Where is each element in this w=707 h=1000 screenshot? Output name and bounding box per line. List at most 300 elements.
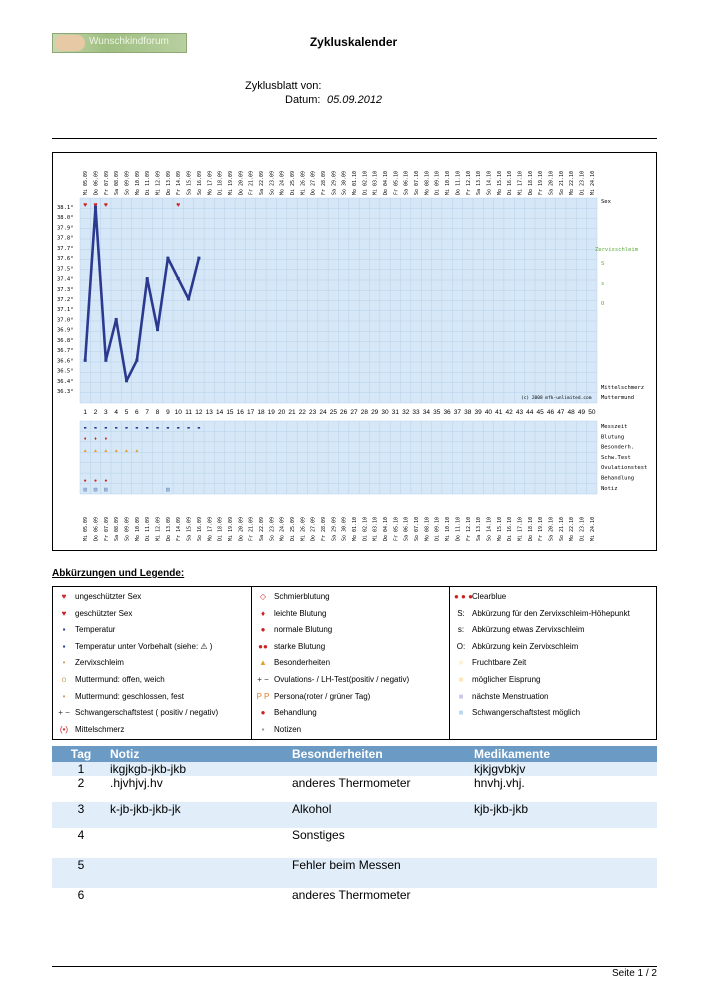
date-label-bottom: So 16.09 — [196, 516, 203, 541]
table-cell-besonderheiten: Fehler beim Messen — [292, 858, 401, 872]
table-row — [52, 776, 657, 802]
temp-tick-label: 36.4° — [57, 378, 74, 385]
measure-time-mark — [136, 427, 138, 429]
cycle-chart-svg — [53, 153, 656, 550]
measure-time-mark — [84, 427, 86, 429]
legend-box — [52, 586, 657, 740]
legend-item — [252, 592, 330, 601]
mittelschmerz-label: Mittelschmerz — [601, 385, 645, 391]
s-some-icon: s: — [457, 625, 465, 635]
lower-row-label: Notiz — [601, 485, 618, 492]
date-label-bottom: So 07.10 — [414, 516, 421, 541]
date-label-top: Mo 10.09 — [134, 170, 141, 195]
legend-item-label: Schwangerschaftstest ( positiv / negativ) — [75, 708, 219, 718]
date-label-bottom: Di 25.09 — [289, 516, 296, 541]
cervix-level-label: S — [601, 261, 605, 267]
special-mark: ▲ — [93, 448, 98, 454]
day-number: 27 — [350, 409, 358, 416]
note-mark — [166, 488, 169, 491]
date-label-top: Fr 28.09 — [320, 170, 327, 195]
ovulation-test-icon: + − — [257, 675, 269, 684]
date-label-top: Do 06.09 — [93, 170, 100, 195]
legend-item — [53, 692, 184, 701]
measure-time-mark — [94, 427, 96, 429]
temp-tick-label: 37.5° — [57, 266, 74, 273]
date-label-bottom: Di 23.10 — [579, 516, 586, 541]
date-label-bottom: Mi 17.10 — [517, 516, 524, 541]
table-cell-medikamente: hnvhj.vhj. — [474, 776, 525, 790]
day-number: 48 — [567, 409, 575, 416]
legend-item — [450, 609, 630, 618]
day-number: 32 — [402, 409, 410, 416]
day-number: 5 — [124, 409, 129, 416]
date-label-bottom: So 23.09 — [269, 516, 276, 541]
legend-item — [450, 692, 549, 701]
heavy-bleeding-icon: ●● — [258, 641, 268, 651]
day-number: 44 — [526, 409, 534, 416]
cervix-label: Zervixschleim — [595, 247, 639, 253]
legend-item — [53, 708, 218, 717]
temp-tick-label: 37.4° — [57, 276, 74, 283]
date-label-bottom: Mi 10.10 — [445, 516, 452, 541]
day-number: 50 — [588, 409, 596, 416]
date-label-bottom: Do 06.09 — [93, 516, 100, 541]
special-mark: ▲ — [124, 448, 130, 454]
table-cell-besonderheiten: Alkohol — [292, 802, 332, 816]
date-label-bottom: Di 09.10 — [434, 516, 441, 541]
date-label-bottom: Mo 22.10 — [569, 516, 576, 541]
date-label-bottom: Fr 05.10 — [393, 516, 400, 541]
date-label-top: Fr 05.10 — [393, 170, 400, 195]
table-row — [52, 802, 657, 828]
date-label-top: Do 18.10 — [527, 170, 534, 195]
day-number: 13 — [205, 409, 213, 416]
temperature-point — [84, 359, 87, 362]
note-icon: ▪ — [261, 724, 265, 734]
day-number: 24 — [319, 409, 327, 416]
legend-item-label: Abkürzung kein Zervixschleim — [472, 641, 579, 651]
table-row — [52, 828, 657, 858]
measure-time-mark — [125, 427, 127, 429]
date-label-top: Di 16.10 — [507, 170, 514, 195]
legend-item-label: Schmierblutung — [274, 592, 330, 601]
bleeding-mark: ♦ — [83, 436, 87, 442]
date-label-bottom: So 09.09 — [124, 516, 131, 541]
table-cell-tag: 1 — [77, 762, 85, 776]
date-label-bottom: Fr 07.09 — [103, 516, 110, 541]
date-label-bottom: Sa 13.10 — [476, 516, 483, 541]
date-label-top: So 30.09 — [341, 170, 348, 195]
date-label-top: Mi 24.10 — [589, 170, 596, 195]
legend-item — [53, 625, 115, 634]
o-none-icon: O: — [456, 641, 466, 651]
header-notiz: Notiz — [110, 746, 292, 762]
light-bleeding-icon: ♦ — [260, 608, 266, 618]
legend-item-label: Muttermund: offen, weich — [75, 675, 165, 684]
date-label-top: Mo 01.10 — [352, 170, 359, 195]
legend-item-label: normale Blutung — [274, 625, 333, 635]
day-number: 37 — [453, 409, 462, 416]
day-number: 9 — [166, 409, 170, 416]
legend-item — [53, 642, 212, 651]
legend-item — [450, 658, 526, 667]
normal-bleeding-icon: ● — [260, 625, 266, 635]
date-label-top: Fr 21.09 — [248, 170, 255, 195]
date-label-bottom: Do 13.09 — [165, 516, 172, 541]
table-cell-medikamente — [474, 888, 657, 918]
temperature-point — [177, 277, 180, 280]
date-label-bottom: So 30.09 — [341, 516, 348, 541]
table-cell-tag: 5 — [77, 858, 85, 872]
muttermund-label: Muttermund — [601, 395, 635, 401]
legend-title: Abkürzungen und Legende: — [52, 568, 185, 579]
header-medikamente: Medikamente — [474, 746, 657, 762]
date-label-bottom: Di 02.10 — [362, 516, 369, 541]
day-number: 1 — [83, 409, 87, 416]
date-label-top: Mi 05.09 — [83, 170, 90, 195]
day-number: 28 — [360, 409, 368, 416]
date-label-top: Sa 29.09 — [331, 170, 338, 195]
legend-item — [252, 625, 332, 634]
special-mark: ▲ — [82, 448, 88, 454]
day-number: 10 — [174, 409, 182, 416]
day-number: 34 — [422, 409, 431, 416]
table-cell-medikamente: kjkjgvbkjv — [474, 762, 526, 776]
note-mark — [84, 488, 87, 491]
table-cell-besonderheiten: anderes Thermometer — [292, 888, 411, 902]
legend-item — [450, 708, 580, 717]
date-label-bottom: Mo 10.09 — [134, 516, 141, 541]
legend-column-2 — [251, 587, 450, 739]
day-number: 7 — [145, 409, 150, 416]
date-label-top: Sa 22.09 — [258, 170, 265, 195]
cycle-label: Zyklusblatt von: — [245, 80, 322, 92]
menstruation-swatch-icon: ■ — [458, 691, 464, 701]
day-number: 31 — [391, 409, 399, 416]
persona-icon: P P — [256, 691, 270, 701]
day-number: 26 — [340, 409, 348, 416]
date-label-top: Di 18.09 — [217, 170, 224, 195]
date-label-top: Do 13.09 — [165, 170, 172, 195]
measure-time-mark — [187, 427, 189, 429]
legend-item — [450, 642, 578, 651]
day-number: 8 — [155, 409, 160, 416]
day-number: 6 — [135, 409, 139, 416]
date-label-bottom: Sa 22.09 — [258, 516, 265, 541]
date-label-bottom: Mi 19.09 — [227, 516, 234, 541]
day-number: 45 — [536, 409, 544, 416]
date-label-top: Sa 20.10 — [548, 170, 555, 195]
day-number: 23 — [309, 409, 317, 416]
spotting-icon: ◇ — [259, 592, 267, 601]
measure-time-mark — [156, 427, 158, 429]
date-label-top: Mo 15.10 — [496, 170, 503, 195]
date-label-bottom: Fr 28.09 — [320, 516, 327, 541]
table-row — [52, 858, 657, 888]
temp-tick-label: 37.3° — [57, 286, 74, 293]
day-number: 22 — [298, 409, 306, 416]
day-number: 43 — [515, 409, 524, 416]
special-mark: ▲ — [113, 448, 119, 454]
legend-item — [53, 725, 124, 734]
date-label-top: Mi 17.10 — [517, 170, 524, 195]
date-label-bottom: Sa 08.09 — [114, 516, 121, 541]
measure-time-mark — [198, 427, 200, 429]
temp-tick-label: 36.7° — [57, 348, 74, 355]
temperature-point — [146, 277, 149, 280]
ovulation-swatch-icon: ■ — [458, 675, 464, 684]
legend-item — [53, 609, 132, 618]
date-label-top: Sa 06.10 — [403, 170, 410, 195]
day-number: 17 — [246, 409, 255, 416]
date-label-top: Fr 19.10 — [538, 170, 545, 195]
date-label-bottom: So 21.10 — [558, 516, 565, 541]
day-number: 33 — [412, 409, 420, 416]
table-cell-medikamente — [474, 828, 657, 858]
cervix-level-label: O — [601, 301, 605, 307]
page-number: Seite 1 / 2 — [611, 968, 657, 979]
heart-icon: ♥ — [61, 592, 67, 601]
legend-item-label: Clearblue — [472, 592, 507, 601]
legend-item-label: Abkürzung für den Zervixschleim-Höhepunkt — [472, 608, 630, 618]
legend-item-label: Fruchtbare Zeit — [472, 658, 527, 668]
note-mark — [94, 488, 97, 491]
legend-item — [450, 625, 584, 634]
date-label-bottom: Sa 15.09 — [186, 516, 193, 541]
date-label-bottom: Di 11.09 — [145, 516, 152, 541]
notes-header-row — [52, 746, 657, 762]
date-label-bottom: So 14.10 — [486, 516, 493, 541]
date-label-top: Fr 12.10 — [465, 170, 472, 195]
date-label-top: Di 11.09 — [145, 170, 152, 195]
temp-tick-label: 36.8° — [57, 337, 74, 344]
heart-icon: ♥ — [176, 202, 181, 209]
date-label-top: So 16.09 — [196, 170, 203, 195]
header-tag: Tag — [52, 746, 110, 762]
day-number: 12 — [195, 409, 203, 416]
date-label-top: Di 25.09 — [289, 170, 296, 195]
day-number: 47 — [557, 409, 565, 416]
legend-item-label: ungeschützter Sex — [75, 592, 142, 601]
date-label-top: Di 02.10 — [362, 170, 369, 195]
day-number: 49 — [577, 409, 586, 416]
legend-item-label: Ovulations- / LH-Test(positiv / negativ) — [274, 675, 410, 684]
double-heart-icon: ♥ — [61, 608, 67, 618]
temp-tick-label: 37.2° — [57, 297, 74, 303]
date-label-bottom: Fr 19.10 — [538, 516, 545, 541]
date-label-bottom: Do 11.10 — [455, 516, 462, 541]
date-label-top: Fr 07.09 — [103, 170, 110, 195]
date-label-bottom: Mo 24.09 — [279, 516, 286, 541]
treatment-mark: ● — [93, 478, 98, 484]
date-label-top: Sa 13.10 — [476, 170, 483, 195]
temperature-point — [156, 328, 159, 331]
date-label-top: Mo 08.10 — [424, 170, 431, 195]
legend-item — [450, 592, 506, 601]
heart-icon: ♥ — [83, 202, 88, 209]
date-label-bottom: Mi 24.10 — [589, 516, 596, 541]
temperature-point — [166, 257, 169, 260]
legend-item-label: Muttermund: geschlossen, fest — [75, 691, 184, 701]
fertile-swatch-icon: ■ — [458, 658, 464, 668]
legend-item — [450, 675, 540, 684]
day-number: 41 — [495, 409, 503, 416]
day-number: 19 — [267, 409, 275, 416]
date-label: Datum: — [285, 94, 321, 106]
cervix-closed-icon: • — [62, 691, 66, 701]
date-label-top: Sa 08.09 — [114, 170, 121, 195]
header-besonderheiten: Besonderheiten — [292, 746, 474, 762]
temp-tick-label: 38.0° — [57, 215, 74, 222]
date-label-top: So 23.09 — [269, 170, 276, 195]
date-label-top: Do 27.09 — [310, 170, 317, 195]
date-label-top: Mi 03.10 — [372, 170, 379, 195]
date-label-top: So 09.09 — [124, 170, 131, 195]
day-number: 38 — [464, 409, 472, 416]
legend-item-label: nächste Menstruation — [472, 691, 549, 701]
date-label-bottom: Do 18.10 — [527, 516, 534, 541]
date-label-top: Mo 17.09 — [207, 170, 214, 195]
date-label-bottom: Sa 06.10 — [403, 516, 410, 541]
legend-item — [252, 725, 301, 734]
date-label-top: Mo 24.09 — [279, 170, 286, 195]
heart-icon: ♥ — [103, 202, 108, 209]
date-label-bottom: Do 20.09 — [238, 516, 245, 541]
date-label-bottom: Fr 21.09 — [248, 516, 255, 541]
temp-tick-label: 37.1° — [57, 307, 74, 314]
legend-item-label: Temperatur — [75, 625, 116, 635]
temperature-point — [94, 206, 97, 209]
special-mark: ▲ — [103, 448, 109, 454]
table-cell-notiz — [110, 888, 292, 918]
pregnancy-test-icon: + − — [58, 708, 70, 718]
temp-tick-label: 36.5° — [57, 368, 74, 375]
measure-time-mark — [105, 427, 107, 429]
date-label-top: Mo 22.10 — [569, 170, 576, 195]
lower-row-label: Besonderh. — [601, 444, 635, 451]
legend-item-label: Schwangerschaftstest möglich — [472, 708, 581, 718]
mittelschmerz-icon: (•) — [59, 724, 69, 734]
treatment-icon: ● — [260, 708, 266, 718]
date-label-bottom: Mi 03.10 — [372, 516, 379, 541]
date-label-bottom: Mi 12.09 — [155, 516, 162, 541]
page-title: Zykluskalender — [309, 35, 398, 49]
date-label-top: Di 23.10 — [579, 170, 586, 195]
legend-item-label: Behandlung — [274, 708, 317, 718]
footer-divider — [52, 966, 657, 967]
day-number: 46 — [546, 409, 555, 416]
date-label-bottom: Di 16.10 — [507, 516, 514, 541]
legend-item-label: Besonderheiten — [274, 658, 331, 668]
date-label-top: Do 20.09 — [238, 170, 245, 195]
table-cell-tag: 3 — [77, 802, 85, 816]
date-label-top: So 14.10 — [486, 170, 493, 195]
legend-item-label: leichte Blutung — [274, 608, 327, 618]
temp-tick-label: 38.1° — [57, 205, 74, 211]
day-number: 20 — [278, 409, 286, 416]
clearblue-icon: ● ● ● — [454, 592, 473, 601]
legend-item — [53, 592, 141, 601]
temperature-point — [104, 359, 107, 362]
day-number: 4 — [114, 409, 119, 416]
temperature-point — [187, 298, 190, 301]
date-label-top: Do 04.10 — [383, 170, 390, 195]
legend-item-label: Notizen — [274, 724, 302, 734]
special-icon: ▲ — [259, 658, 267, 668]
temperature-point — [115, 318, 118, 321]
temp-tick-label: 37.9° — [57, 225, 74, 232]
header-divider — [52, 138, 657, 139]
measure-time-mark — [167, 427, 169, 429]
temp-tick-label: 37.8° — [57, 235, 74, 242]
date-label-bottom: Sa 29.09 — [331, 516, 338, 541]
lower-row-label: Messzeit — [601, 424, 628, 430]
legend-item — [252, 642, 325, 651]
legend-item-label: Persona(roter / grüner Tag) — [274, 691, 371, 701]
sex-row-label: Sex — [601, 199, 611, 205]
legend-item-label: möglicher Eisprung — [472, 675, 541, 684]
legend-item — [252, 609, 326, 618]
date-value: 05.09.2012 — [327, 94, 383, 106]
notes-table — [52, 746, 657, 918]
measure-time-mark — [146, 427, 148, 429]
day-number: 18 — [257, 409, 265, 416]
date-label-top: Mi 12.09 — [155, 170, 162, 195]
date-label-top: Mi 26.09 — [300, 170, 307, 195]
temperature-reserve-icon: ▪ — [62, 641, 66, 651]
lower-row-label: Schw.Test — [601, 454, 631, 461]
temperature-point — [135, 359, 138, 362]
legend-item-label: geschützter Sex — [75, 608, 133, 618]
temp-tick-label: 37.0° — [57, 317, 74, 324]
date-label-bottom: Mo 15.10 — [496, 516, 503, 541]
day-number: 14 — [215, 409, 224, 416]
date-label-bottom: Di 18.09 — [217, 516, 224, 541]
day-number: 39 — [474, 409, 482, 416]
table-cell-tag: 2 — [77, 776, 85, 790]
copyright-text: (c) 2008 mfk-unlimited.com — [521, 396, 592, 401]
date-label-top: Fr 14.09 — [176, 170, 183, 195]
table-cell-notiz: k-jb-jkb-jkb-jk — [110, 802, 181, 816]
treatment-mark: ● — [83, 478, 87, 484]
table-cell-medikamente: kjb-jkb-jkb — [474, 802, 529, 816]
legend-item-label: Abkürzung etwas Zervixschleim — [472, 625, 585, 635]
special-mark: ▲ — [134, 448, 140, 454]
table-cell-besonderheiten: anderes Thermometer — [292, 776, 411, 790]
measure-time-mark — [177, 427, 179, 429]
table-cell-besonderheiten — [292, 762, 474, 776]
day-number: 3 — [104, 409, 108, 416]
table-cell-notiz: .hjvhjvj.hv — [110, 776, 163, 790]
cervix-mucus-icon: • — [62, 658, 66, 668]
day-number: 15 — [226, 409, 234, 416]
table-cell-medikamente — [474, 858, 657, 888]
legend-item — [252, 692, 370, 701]
date-label-bottom: Fr 14.09 — [176, 516, 183, 541]
day-number: 21 — [288, 409, 296, 416]
date-label-top: Mi 19.09 — [227, 170, 234, 195]
table-row — [52, 888, 657, 918]
temp-tick-label: 37.6° — [57, 256, 74, 263]
legend-item-label: starke Blutung — [274, 641, 326, 651]
table-row — [52, 762, 657, 776]
day-number: 25 — [329, 409, 337, 416]
date-label-top: Sa 15.09 — [186, 170, 193, 195]
table-cell-besonderheiten: Sonstiges — [292, 828, 345, 842]
date-label-top: Do 11.10 — [455, 170, 462, 195]
legend-item — [53, 675, 165, 684]
treatment-mark: ● — [104, 478, 108, 484]
